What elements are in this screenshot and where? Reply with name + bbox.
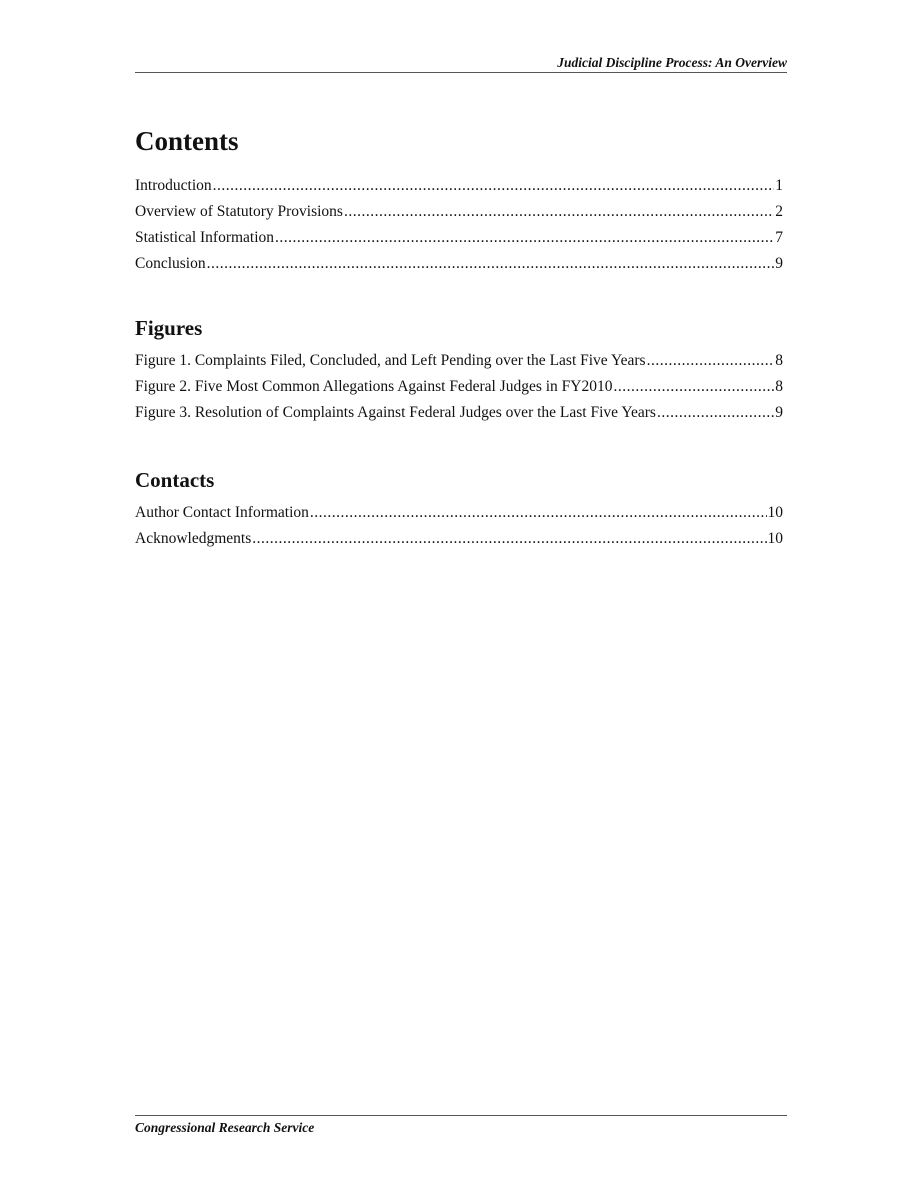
running-footer: Congressional Research Service [135, 1120, 315, 1135]
toc-entry-page: 1 [775, 177, 783, 194]
contacts-heading: Contacts [135, 468, 215, 492]
dot-leader [657, 400, 774, 426]
toc-entry-title: Figure 1. Complaints Filed, Concluded, and Left Pending over the Last Five Years [135, 352, 646, 369]
toc-entry-title: Figure 2. Five Most Common Allegations Against Federal Judges in FY2010 [135, 378, 613, 395]
header-rule [135, 72, 787, 73]
toc-entry-title: Acknowledgments [135, 530, 252, 547]
toc-entry-page: 10 [767, 504, 783, 521]
toc-entry-figure-3[interactable] [135, 400, 783, 426]
toc-entry-author-contact-information[interactable] [135, 500, 783, 526]
toc-entry-title: Overview of Statutory Provisions [135, 203, 343, 220]
toc-entry-introduction[interactable] [135, 173, 783, 199]
contents-heading: Contents [135, 126, 239, 156]
toc-entry-title: Introduction [135, 177, 212, 194]
dot-leader [310, 500, 767, 526]
toc-entry-title: Conclusion [135, 255, 206, 272]
running-header: Judicial Discipline Process: An Overview [557, 55, 787, 70]
toc-entry-conclusion[interactable] [135, 251, 783, 277]
figures-heading: Figures [135, 316, 203, 340]
toc-entry-statistical-information[interactable] [135, 225, 783, 251]
dot-leader [207, 251, 775, 277]
dot-leader [344, 199, 774, 225]
toc-entry-overview-of-statutory-provisions[interactable] [135, 199, 783, 225]
toc-entry-title: Figure 3. Resolution of Complaints Against Federal Judges over the Last Five Years [135, 404, 656, 421]
dot-leader [613, 374, 774, 400]
toc-entry-page: 10 [767, 530, 783, 547]
toc-entry-title: Statistical Information [135, 229, 275, 246]
contents-section [135, 122, 783, 277]
toc-entry-figure-1[interactable] [135, 348, 783, 374]
toc-entry-page: 8 [775, 352, 783, 369]
toc-entry-acknowledgments[interactable] [135, 526, 783, 552]
toc-entry-page: 8 [775, 378, 783, 395]
dot-leader [213, 173, 775, 199]
toc-entry-page: 9 [775, 404, 783, 421]
footer-rule [135, 1115, 787, 1116]
toc-entry-page: 2 [775, 203, 783, 220]
toc-entry-title: Author Contact Information [135, 504, 309, 521]
toc-entry-page: 7 [775, 229, 783, 246]
figures-section [135, 313, 783, 426]
toc-entry-figure-2[interactable] [135, 374, 783, 400]
toc-entry-page: 9 [775, 255, 783, 272]
dot-leader [252, 526, 766, 552]
contacts-section [135, 465, 783, 552]
dot-leader [647, 348, 775, 374]
dot-leader [275, 225, 774, 251]
